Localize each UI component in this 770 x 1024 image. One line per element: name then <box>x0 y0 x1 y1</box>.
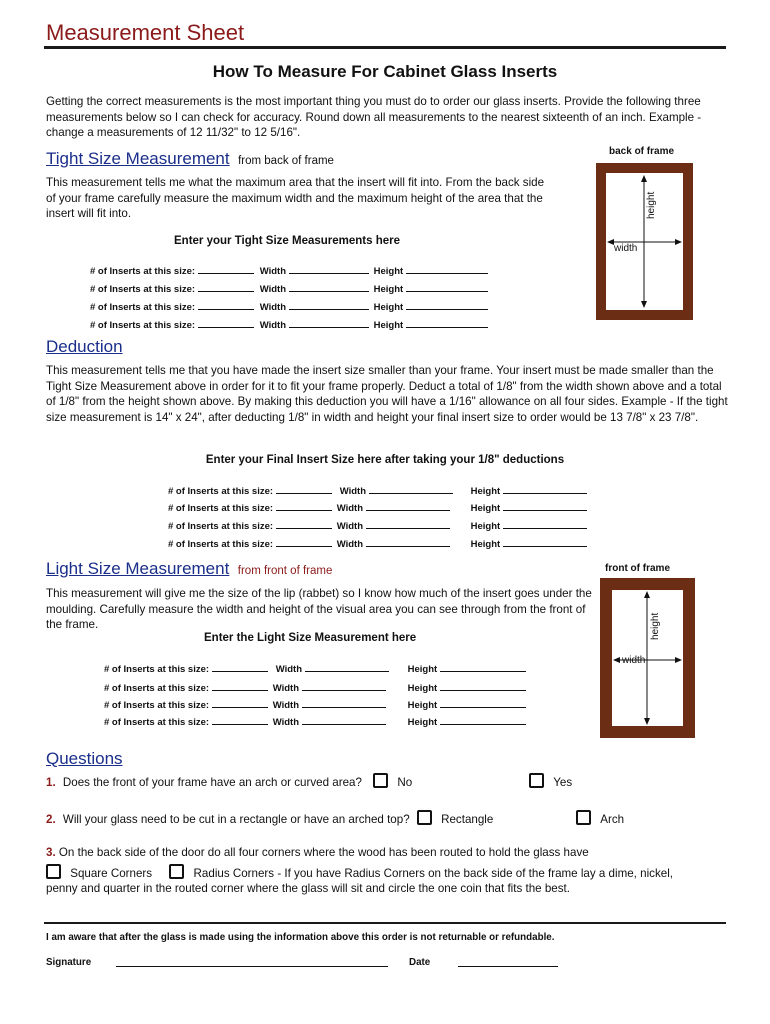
tight-heading-sub: from back of frame <box>238 155 334 167</box>
width-field[interactable] <box>302 698 386 708</box>
date-field[interactable] <box>458 966 558 967</box>
inserts-field[interactable] <box>212 715 268 725</box>
inserts-label: # of Inserts at this size: <box>90 302 196 313</box>
inserts-field[interactable] <box>276 537 332 547</box>
question-2 <box>46 810 493 826</box>
page-subtitle: How To Measure For Cabinet Glass Inserts <box>212 62 558 81</box>
height-field[interactable] <box>406 300 488 310</box>
inserts-label: # of Inserts at this size: <box>168 486 274 497</box>
tight-enter-label: Enter your Tight Size Measurements here <box>174 235 401 247</box>
deduction-row <box>168 519 587 532</box>
arch-option-label: Arch <box>600 813 625 826</box>
inserts-label: # of Inserts at this size: <box>104 683 210 694</box>
height-field[interactable] <box>440 715 526 725</box>
height-label: Height <box>373 266 404 277</box>
height-field[interactable] <box>406 264 488 274</box>
radius-corners-label: Radius Corners <box>193 867 275 880</box>
light-enter-label: Enter the Light Size Measurement here <box>204 632 417 644</box>
question-2-arch <box>576 810 624 826</box>
width-field[interactable] <box>289 318 369 328</box>
back-frame-height-label: height <box>646 191 657 219</box>
rectangle-checkbox[interactable] <box>417 810 432 825</box>
inserts-field[interactable] <box>212 662 268 672</box>
question-3-after: - If you have Radius Corners on the back side of the frame lay a dime, nickel, <box>274 867 673 880</box>
width-label: Width <box>259 302 286 313</box>
height-label: Height <box>407 717 438 728</box>
front-frame-width-label: width <box>622 655 646 666</box>
inserts-label: # of Inserts at this size: <box>104 664 210 675</box>
deduction-enter-label: Enter your Final Insert Size here after taking your 1/8" deductions <box>205 454 565 466</box>
tight-heading <box>46 149 334 169</box>
height-field[interactable] <box>406 318 488 328</box>
width-label: Width <box>259 284 286 295</box>
question-3-options <box>46 864 673 880</box>
height-field[interactable] <box>503 519 587 529</box>
height-field[interactable] <box>440 662 526 672</box>
width-field[interactable] <box>302 681 386 691</box>
width-field[interactable] <box>366 501 450 511</box>
front-frame-label: front of frame <box>605 563 670 574</box>
tight-row <box>90 318 488 331</box>
height-label: Height <box>470 539 501 550</box>
inserts-field[interactable] <box>276 519 332 529</box>
title-rule <box>44 46 726 49</box>
inserts-field[interactable] <box>276 484 332 494</box>
width-label: Width <box>336 503 363 514</box>
inserts-label: # of Inserts at this size: <box>168 521 274 532</box>
width-label: Width <box>259 266 286 277</box>
height-field[interactable] <box>440 681 526 691</box>
width-field[interactable] <box>369 484 453 494</box>
height-field[interactable] <box>440 698 526 708</box>
width-label: Width <box>272 717 299 728</box>
inserts-field[interactable] <box>198 282 254 292</box>
front-frame-height-label: height <box>650 612 661 640</box>
width-label: Width <box>272 683 299 694</box>
light-row <box>104 662 526 675</box>
return-notice: I am aware that after the glass is made using the information above this order is not returnable or refundable. <box>46 932 555 943</box>
height-field[interactable] <box>503 484 587 494</box>
width-label: Width <box>339 486 366 497</box>
square-corners-checkbox[interactable] <box>46 864 61 879</box>
inserts-field[interactable] <box>198 318 254 328</box>
inserts-field[interactable] <box>212 681 268 691</box>
radius-corners-checkbox[interactable] <box>169 864 184 879</box>
inserts-field[interactable] <box>276 501 332 511</box>
inserts-field[interactable] <box>212 698 268 708</box>
footer-rule <box>44 922 726 924</box>
front-frame-arrows <box>600 578 695 738</box>
questions-heading: Questions <box>46 749 123 768</box>
width-field[interactable] <box>289 282 369 292</box>
back-frame-width-label: width <box>614 243 638 254</box>
deduction-heading: Deduction <box>46 337 123 356</box>
width-label: Width <box>336 521 363 532</box>
date-label: Date <box>409 957 431 968</box>
yes-option-label: Yes <box>553 776 573 789</box>
height-field[interactable] <box>503 501 587 511</box>
width-label: Width <box>259 320 286 331</box>
inserts-label: # of Inserts at this size: <box>168 503 274 514</box>
height-field[interactable] <box>503 537 587 547</box>
height-label: Height <box>373 302 404 313</box>
no-option-label: No <box>397 776 413 789</box>
back-frame-arrows <box>596 163 693 320</box>
question-1-number: 1. <box>46 776 56 789</box>
height-label: Height <box>373 320 404 331</box>
question-1 <box>46 773 412 789</box>
question-1-yes <box>529 773 572 789</box>
inserts-label: # of Inserts at this size: <box>104 700 210 711</box>
height-label: Height <box>407 664 438 675</box>
arch-checkbox[interactable] <box>576 810 591 825</box>
width-field[interactable] <box>289 264 369 274</box>
light-row <box>104 681 526 694</box>
back-frame-label: back of frame <box>609 146 675 157</box>
front-frame-diagram <box>600 578 695 738</box>
deduction-row <box>168 484 587 497</box>
yes-checkbox[interactable] <box>529 773 544 788</box>
height-label: Height <box>407 700 438 711</box>
inserts-label: # of Inserts at this size: <box>90 266 196 277</box>
light-heading-sub: from front of frame <box>237 565 333 577</box>
question-2-text: Will your glass need to be cut in a rectangle or have an arched top? <box>62 813 410 826</box>
width-field[interactable] <box>302 715 386 725</box>
inserts-label: # of Inserts at this size: <box>168 539 274 550</box>
width-label: Width <box>272 700 299 711</box>
height-label: Height <box>470 521 501 532</box>
question-3-line3: penny and quarter in the routed corner where the glass will sit and circle the one coin that fits the best. <box>46 882 570 895</box>
height-label: Height <box>407 683 438 694</box>
width-field[interactable] <box>289 300 369 310</box>
light-heading <box>46 559 332 579</box>
height-field[interactable] <box>406 282 488 292</box>
width-label: Width <box>275 664 302 675</box>
tight-row <box>90 282 488 295</box>
signature-field[interactable] <box>116 966 388 967</box>
tight-heading-title: Tight Size Measurement <box>46 149 230 168</box>
question-3-text: On the back side of the door do all four corners where the wood has been routed to hold the glass have <box>58 846 589 859</box>
question-2-number: 2. <box>46 813 56 826</box>
no-checkbox[interactable] <box>373 773 388 788</box>
light-description: This measurement will give me the size of the lip (rabbet) so I know how much of the insert goes under the moulding. Carefully measure the width and height of the visual area you can see through from the front of the frame. <box>46 587 592 632</box>
inserts-label: # of Inserts at this size: <box>90 320 196 331</box>
light-heading-title: Light Size Measurement <box>46 559 230 578</box>
signature-label: Signature <box>46 957 92 968</box>
light-row <box>104 715 526 728</box>
inserts-field[interactable] <box>198 300 254 310</box>
deduction-row <box>168 501 587 514</box>
width-label: Width <box>336 539 363 550</box>
tight-row <box>90 300 488 313</box>
inserts-label: # of Inserts at this size: <box>104 717 210 728</box>
question-3-number: 3. <box>46 846 56 859</box>
height-label: Height <box>373 284 404 295</box>
width-field[interactable] <box>366 519 450 529</box>
height-label: Height <box>470 503 501 514</box>
inserts-label: # of Inserts at this size: <box>90 284 196 295</box>
question-3 <box>46 846 589 859</box>
tight-row <box>90 264 488 277</box>
deduction-row <box>168 537 587 550</box>
page-title: Measurement Sheet <box>46 20 245 45</box>
width-field[interactable] <box>366 537 450 547</box>
square-corners-label: Square Corners <box>70 867 153 880</box>
intro-text: Getting the correct measurements is the most important thing you must do to order our glass inserts. Provide the following three measurements below so I can check for accuracy. Round down all measurements to the nearest sixteenth of an inch. Example - change a measurements of 12 11/32" to 12 5/16". <box>46 95 702 140</box>
width-field[interactable] <box>305 662 389 672</box>
back-frame-diagram <box>596 163 693 320</box>
question-1-text: Does the front of your frame have an arch or curved area? <box>62 776 362 789</box>
light-row <box>104 698 526 711</box>
inserts-field[interactable] <box>198 264 254 274</box>
rectangle-option-label: Rectangle <box>441 813 494 826</box>
tight-description: This measurement tells me what the maximum area that the insert will fit into. From the back side of your frame carefully measure the maximum width and the maximum height of the area that the insert will fit into. <box>46 176 545 221</box>
deduction-description: This measurement tells me that you have made the insert size smaller than your frame. Your insert must be made smaller than the Tight Size Measurement above in order for it to fit your frame properly. Deduct a total of 1/8" from the width shown above and a total of 1/8" from the height shown above. By making this deduction you will have a 1/16" allowance on all four sides. Example - If the tight size measurement is 14" x 24", after deducting 1/8" in width and height your final insert size to order would be 13 7/8" x 23 7/8". <box>46 364 728 424</box>
height-label: Height <box>470 486 501 497</box>
